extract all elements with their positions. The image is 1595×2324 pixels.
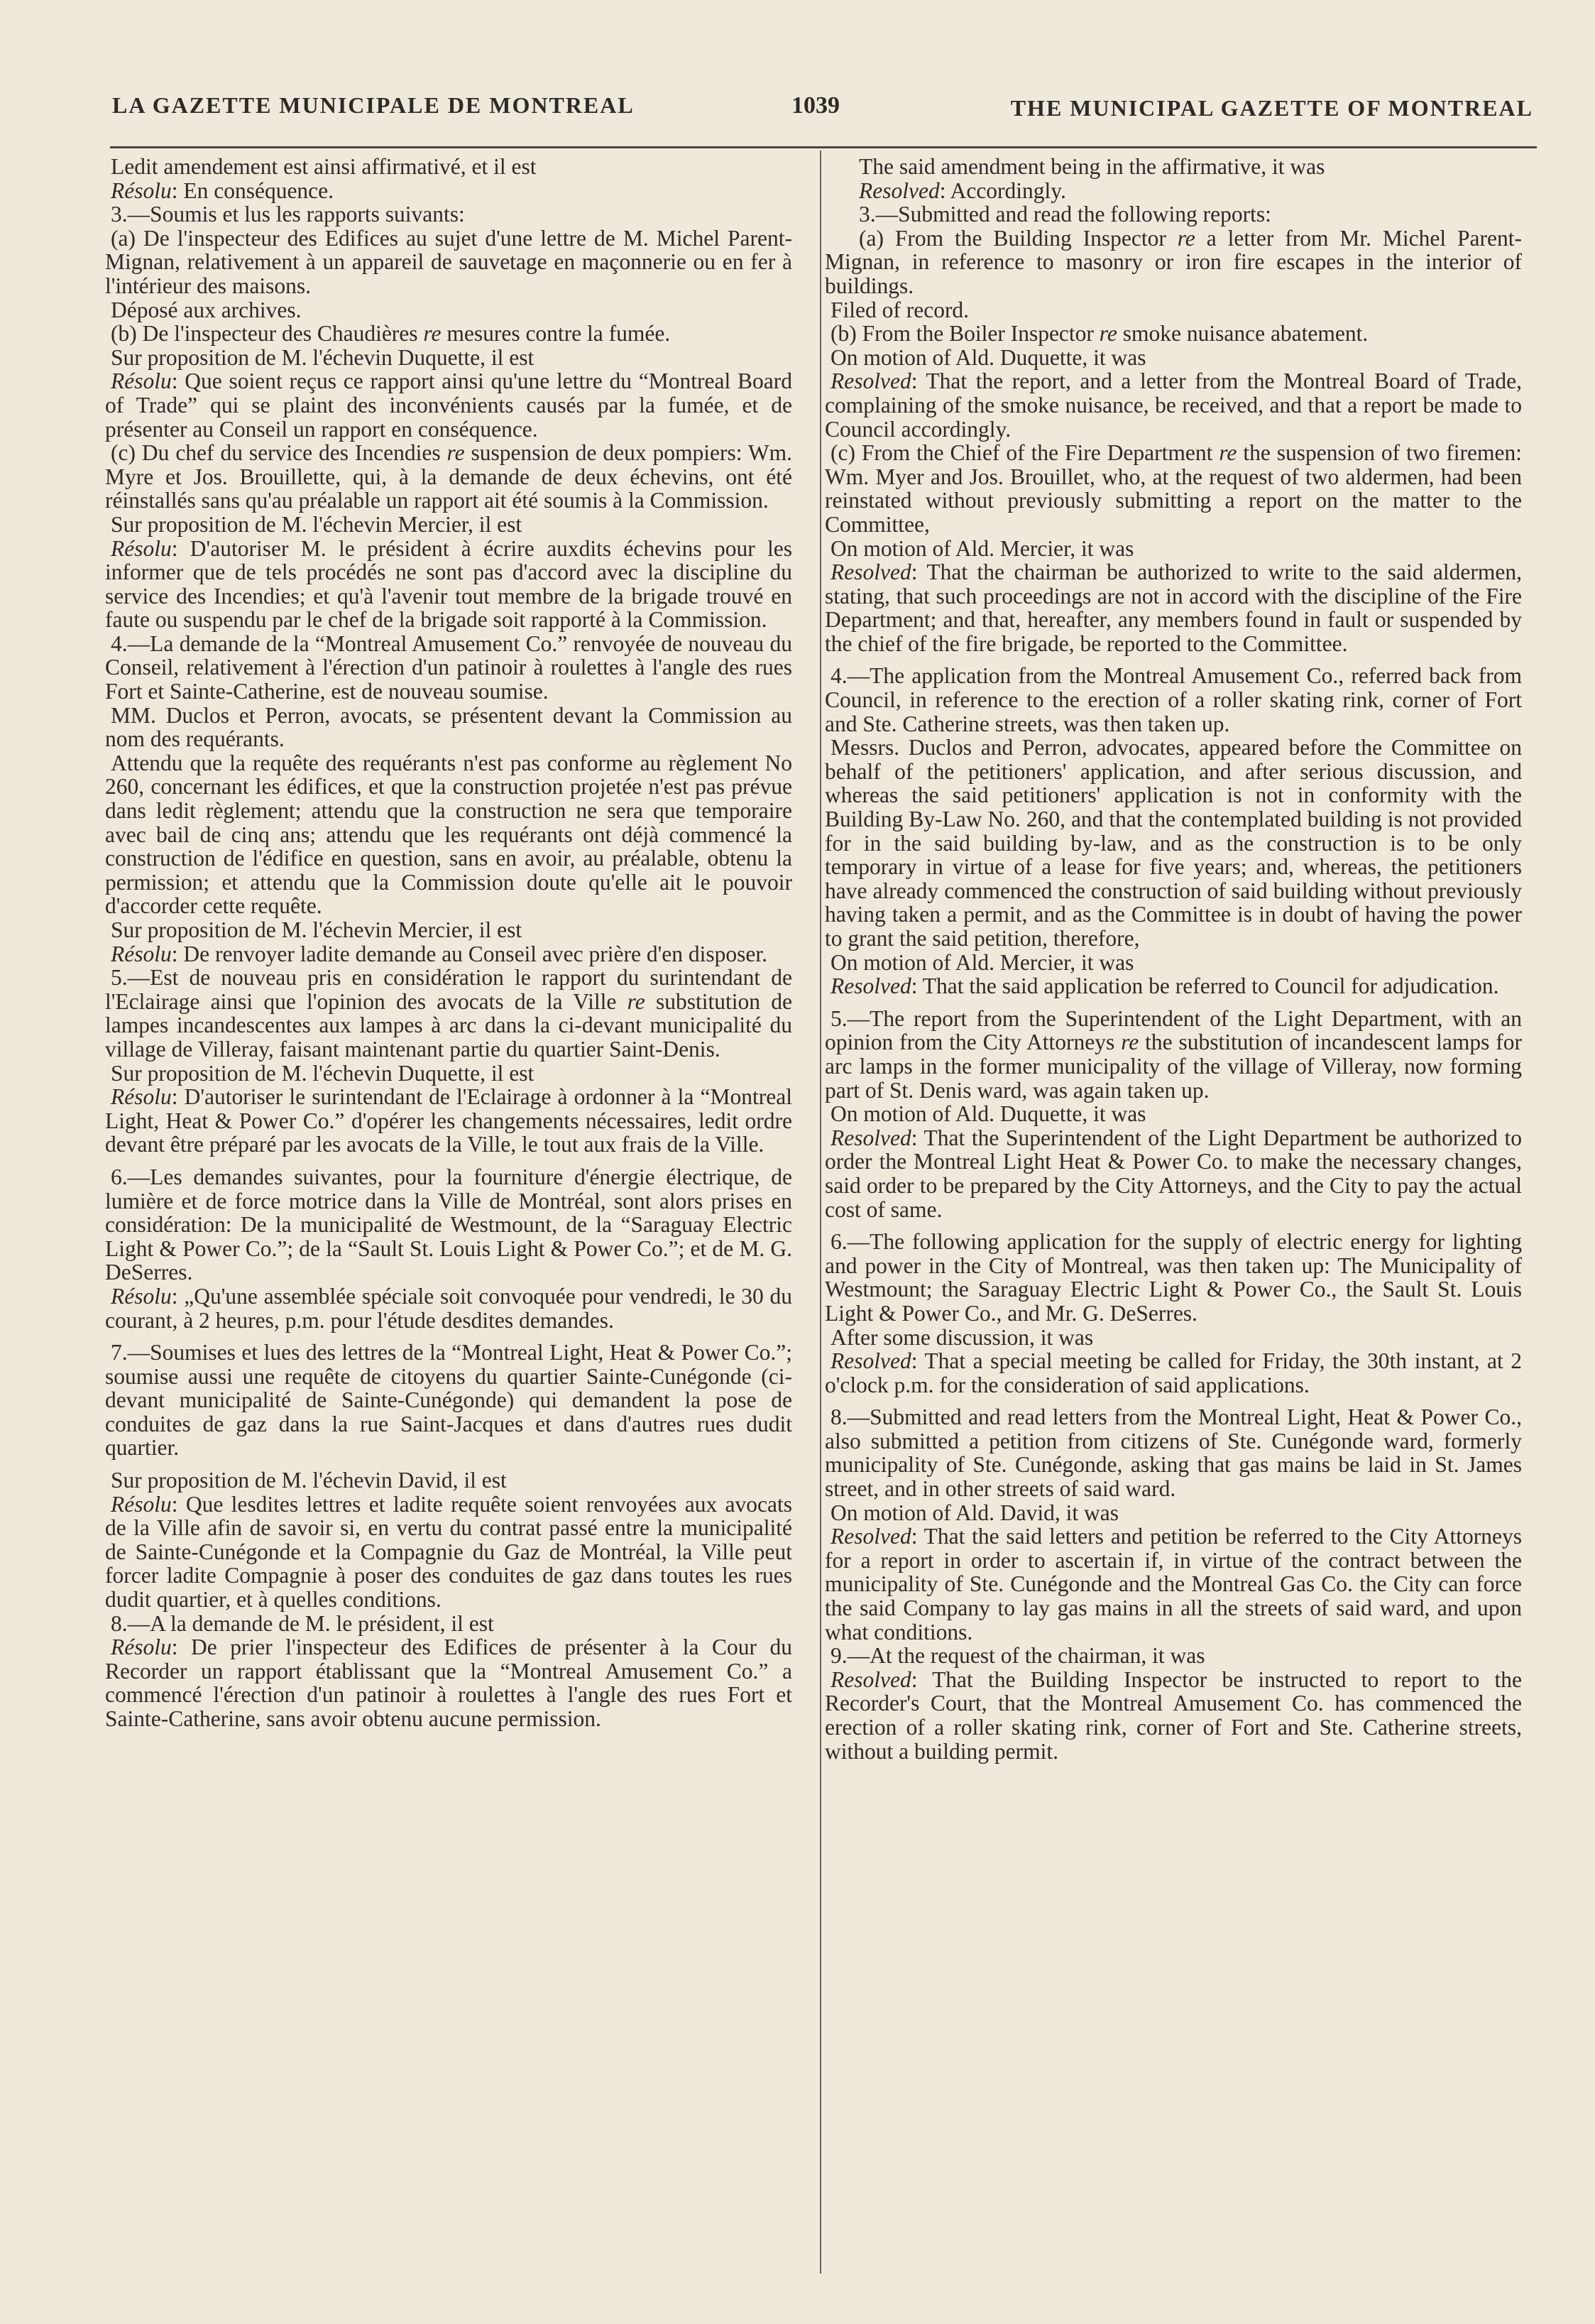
paragraph-text: Sur proposition de M. l'échevin Duquette, il est: [111, 344, 535, 370]
paragraph-text: Messrs. Duclos and Perron, advocates, appeared before the Committee on behalf of the petitioners' application, and after serious discussion, and whereas the said petitioners' application is not in conformity with the Building By-Law No. 260, and that the contemplated building is not provided for in the said building by-law, and as the construction is to be only temporary in virtue of a lease for five years; and, whereas, the petitioners have already commenced the construction of said building without previously having taken a permit, and as the Committee is in doubt of having the power to grant the said petition, therefore,: [825, 735, 1522, 951]
page-header: [106, 92, 1533, 135]
paragraph: [105, 942, 792, 966]
paragraph-text: (a) From the Building Inspector: [859, 225, 1178, 251]
paragraph-text: 8.—Submitted and read letters from the Montreal Light, Heat & Power Co., also submitted a petition from citizens of Ste. Cunégonde ward, formerly municipality of Ste. Cunégonde, asking that gas mains be laid in St. James street, and in other streets of said ward.: [825, 1404, 1522, 1502]
paragraph: [825, 736, 1522, 950]
paragraph-text: On motion of Ald. Mercier, it was: [831, 535, 1134, 561]
paragraph-text: 4.—The application from the Montreal Amusement Co., referred back from Council, in reference to the erection of a roller skating rink, corner of Fort and Ste. Catherine streets, was then taken up.: [825, 663, 1522, 736]
paragraph: [105, 513, 792, 537]
paragraph-text: On motion of Ald. Mercier, it was: [831, 949, 1134, 975]
paragraph-text: After some discussion, it was: [831, 1324, 1094, 1350]
italic-label: Resolved: [831, 1348, 911, 1374]
paragraph-text: : En conséquence.: [171, 178, 334, 203]
paragraph: [825, 202, 1522, 227]
paragraph: [825, 1102, 1522, 1126]
italic-label: re: [446, 440, 465, 466]
paragraph-text: : That the said application be referred to Council for adjudication.: [911, 973, 1499, 999]
paragraph: [825, 1126, 1522, 1221]
italic-label: re: [423, 321, 442, 347]
paragraph: [825, 369, 1522, 441]
paragraph: [825, 227, 1522, 298]
paragraph-text: (b) De l'inspecteur des Chaudières: [111, 321, 424, 347]
paragraph: [825, 155, 1522, 179]
paragraph-text: Sur proposition de M. l'échevin Mercier, il est: [111, 917, 522, 942]
paragraph-text: : That the said letters and petition be referred to the City Attorneys for a report in order to ascertain if, in virtue of the contract between the municipality of Ste. Cunégonde and the Montreal Gas Co. the City can force the said Company to lay gas mains in all the streets of said ward, and upon what conditions.: [825, 1524, 1522, 1644]
paragraph: [825, 1349, 1522, 1397]
paragraph: [825, 346, 1522, 370]
paragraph-text: : Que soient reçus ce rapport ainsi qu'une lettre du “Montreal Board of Trade” qui se plaint des inconvénients causés par la fumée, et de présenter au Conseil un rapport en conséquence.: [105, 369, 792, 442]
paragraph: [105, 346, 792, 370]
paragraph-text: 8.—A la demande de M. le président, il est: [111, 1610, 494, 1636]
paragraph: [825, 322, 1522, 346]
paragraph-text: Sur proposition de M. l'échevin Mercier, il est: [111, 511, 522, 537]
paragraph: [825, 1405, 1522, 1500]
paragraph-text: substitution de lampes incandescentes aux lampes à arc dans la ci-devant municipalité du village de Villeray, faisant maintenant partie du quartier Saint-Denis.: [105, 988, 792, 1062]
paragraph-text: : „Qu'une assemblée spéciale soit convoquée pour vendredi, le 30 du courant, à 2 heures, p.m. pour l'étude desdites demandes.: [105, 1283, 792, 1333]
paragraph-text: Filed of record.: [831, 297, 970, 322]
paragraph-text: : D'autoriser le surintendant de l'Eclairage à ordonner à la “Montreal Light, Heat & Power Co.” d'opérer les changements nécessaires, ledit ordre devant être préparé par les avocats de la Ville, le tout aux frais de la Ville.: [105, 1084, 792, 1157]
paragraph-text: On motion of Ald. David, it was: [831, 1500, 1119, 1525]
paragraph-text: the substitution of incandescent lamps for arc lamps in the former municipality of the village of Villeray, now forming part of St. Denis ward, was again taken up.: [825, 1030, 1522, 1103]
paragraph: [105, 1284, 792, 1332]
paragraph-text: Sur proposition de M. l'échevin David, il est: [111, 1468, 507, 1493]
paragraph: [825, 974, 1522, 998]
paragraph: [105, 1612, 792, 1636]
paragraph-text: : That the chairman be authorized to write to the said aldermen, stating, that such proceedings are not in accord with the discipline of the Fire Department; and that, hereafter, any members found in fault or suspended by the chief of the fire brigade, be reported to the Committee.: [825, 560, 1522, 656]
paragraph-text: 3.—Submitted and read the following reports:: [859, 202, 1271, 227]
italic-label: Résolu: [111, 178, 172, 203]
paragraph: [105, 1635, 792, 1730]
italic-label: Résolu: [111, 1084, 172, 1110]
paragraph: [825, 1524, 1522, 1644]
paragraph: [105, 369, 792, 441]
paragraph-text: 4.—La demande de la “Montreal Amusement Co.” renvoyée de nouveau du Conseil, relativement à l'érection d'un patinoir à roulettes à l'angle des rues Fort et Sainte-Catherine, est de nouveau soumise.: [105, 631, 792, 704]
paragraph-text: (c) From the Chief of the Fire Department: [831, 440, 1219, 466]
paragraph-text: : De prier l'inspecteur des Edifices de présenter à la Cour du Recorder un rapport établissant que la “Montreal Amusement Co.” a commencé l'érection d'un patinoir à roulettes à l'angle des rues Fort et Sainte-Catherine, sans avoir obtenu aucune permission.: [105, 1635, 792, 1731]
paragraph: [825, 441, 1522, 536]
paragraph: [105, 1165, 792, 1284]
paragraph-text: (b) From the Boiler Inspector: [831, 321, 1100, 347]
paragraph: [105, 155, 792, 179]
paragraph-text: 6.—Les demandes suivantes, pour la fourniture d'énergie électrique, de lumière et de force motrice dans la Ville de Montréal, sont alors prises en considération: De la municipalité de Westmount, de la “Saraguay Electric Light & Power Co.”; de la “Sault St. Louis Light & Power Co.”; et de M. G. DeSerres.: [105, 1164, 792, 1285]
italic-label: Resolved: [831, 560, 911, 585]
paragraph: [105, 298, 792, 322]
paragraph-text: Attendu que la requête des requérants n'est pas conforme au règlement No 260, concernant les édifices, et que la construction projetée n'est pas prévue dans ledit règlement; attendu que la construction ne sera que temporaire avec bail de cinq ans; attendu que les requérants ont déjà commencé la construction de l'édifice en question, sans en avoir, au préalable, obtenu la permission; et attendu que la Commission doute qu'elle ait le pouvoir d'accorder cette requête.: [105, 750, 792, 919]
italic-label: re: [1177, 225, 1195, 251]
paragraph-text: 3.—Soumis et lus les rapports suivants:: [111, 202, 465, 227]
italic-label: Resolved: [831, 369, 911, 394]
paragraph: [825, 1326, 1522, 1350]
italic-label: re: [1099, 321, 1117, 347]
paragraph-text: : That the report, and a letter from the Montreal Board of Trade, complaining of the smoke nuisance, be received, and that a report be made to Council accordingly.: [825, 369, 1522, 442]
paragraph: [105, 1085, 792, 1157]
paragraph-text: mesures contre la fumée.: [441, 321, 671, 347]
paragraph: [825, 1007, 1522, 1102]
italic-label: Résolu: [111, 369, 172, 394]
paragraph: [825, 1644, 1522, 1668]
paragraph: [105, 632, 792, 704]
paragraph-text: : D'autoriser M. le président à écrire auxdits échevins pour les informer que de tels procédés ne sont pas d'accord avec la discipline du service des Incendies; et qu'à l'avenir tout membre de la brigade trouvé en faute ou suspendu par le chef de la brigade soit rapporté à la Commission.: [105, 535, 792, 633]
paragraph: [105, 537, 792, 632]
paragraph-text: : That the Building Inspector be instructed to report to the Recorder's Court, that the Montreal Amusement Co. has commenced the erection of a roller skating rink, corner of Fort and Ste. Catherine streets, without a building permit.: [825, 1666, 1522, 1764]
paragraph: [105, 1468, 792, 1493]
paragraph-text: On motion of Ald. Duquette, it was: [831, 1101, 1146, 1127]
italic-label: Resolved: [831, 1125, 911, 1150]
italic-label: Résolu: [111, 535, 172, 561]
french-column: [105, 155, 792, 1731]
paragraph: [105, 322, 792, 346]
italic-label: Résolu: [111, 1283, 172, 1309]
paragraph-text: smoke nuisance abatement.: [1117, 321, 1369, 347]
italic-label: Resolved: [831, 973, 911, 999]
italic-label: re: [1219, 440, 1237, 466]
italic-label: Resolved: [831, 1666, 911, 1692]
paragraph: [825, 951, 1522, 975]
paragraph: [825, 560, 1522, 655]
paragraph-text: : That the Superintendent of the Light Department be authorized to order the Montreal Light Heat & Power Co. to make the necessary changes, said order to be prepared by the City Attorneys, and the City to pay the actual cost of same.: [825, 1125, 1522, 1222]
paragraph: [105, 918, 792, 942]
paragraph: [105, 179, 792, 203]
paragraph: [825, 1230, 1522, 1325]
paragraph-text: On motion of Ald. Duquette, it was: [831, 344, 1146, 370]
paragraph-text: the suspension of two firemen: Wm. Myer and Jos. Brouillet, who, at the request of two aldermen, had been reinstated without previously submitting a report on the matter to the Committee,: [825, 440, 1522, 537]
header-rule: [110, 146, 1537, 148]
paragraph: [105, 966, 792, 1061]
paragraph-text: Déposé aux archives.: [111, 297, 302, 322]
english-column: [825, 155, 1522, 1763]
paragraph: [105, 1493, 792, 1612]
paragraph-text: (c) Du chef du service des Incendies: [111, 440, 447, 466]
paragraph-text: Sur proposition de M. l'échevin Duquette, il est: [111, 1060, 535, 1086]
paragraph-text: 6.—The following application for the supply of electric energy for lighting and power in the City of Montreal, was then taken up: The Municipality of Westmount; the Saraguay Electric Light & Power Co., the Sault St. Louis Light & Power Co., and Mr. G. DeSerres.: [825, 1229, 1522, 1326]
paragraph: [825, 664, 1522, 736]
paragraph: [825, 1501, 1522, 1525]
paragraph: [105, 227, 792, 298]
italic-label: Résolu: [111, 1491, 172, 1517]
paragraph: [825, 1668, 1522, 1763]
paragraph: [105, 441, 792, 513]
paragraph-text: suspension de deux pompiers: Wm. Myre et Jos. Brouillette, qui, à la demande de deux échevins, ont été réinstallés sans qu'au préalable un rapport ait été soumis à la Commission.: [105, 440, 792, 513]
paragraph: [105, 1062, 792, 1086]
paragraph-text: 5.—Est de nouveau pris en considération le rapport du surintendant de l'Eclairage ainsi que l'opinion des avocats de la Ville: [105, 965, 792, 1014]
paragraph-text: 5.—The report from the Superintendent of the Light Department, with an opinion from the City Attorneys: [825, 1005, 1522, 1055]
paragraph: [825, 179, 1522, 203]
paragraph: [105, 704, 792, 751]
paragraph: [105, 751, 792, 918]
italic-label: re: [1121, 1030, 1139, 1055]
paragraph-text: Ledit amendement est ainsi affirmativé, et il est: [111, 154, 537, 179]
italic-label: re: [627, 988, 645, 1014]
italic-label: Résolu: [111, 1635, 172, 1660]
paragraph: [105, 202, 792, 227]
paragraph-text: : That a special meeting be called for Friday, the 30th instant, at 2 o'clock p.m. for the consideration of said applications.: [825, 1348, 1522, 1397]
paragraph-text: : De renvoyer ladite demande au Conseil avec prière d'en disposer.: [171, 941, 767, 966]
paragraph-text: : Que lesdites lettres et ladite requête soient renvoyées aux avocats de la Ville afin de savoir si, en vertu du contrat passé entre la municipalité de Sainte-Cunégonde et la Compagnie du Gaz de Montréal, la Ville peut forcer ladite Compagnie à poser des conduites de gaz dans toutes les rues dudit quartier, et à quelles conditions.: [105, 1491, 792, 1613]
paragraph-text: a letter from Mr. Michel Parent-Mignan, in reference to masonry or iron fire escapes in the interior of buildings.: [825, 225, 1522, 298]
page-number: 1039: [791, 92, 840, 119]
paragraph-text: (a) De l'inspecteur des Edifices au sujet d'une lettre de M. Michel Parent-Mignan, relativement à un appareil de sauvetage en maçonnerie ou en fer à l'intérieur des maisons.: [105, 225, 792, 298]
paragraph-text: 7.—Soumises et lues des lettres de la “Montreal Light, Heat & Power Co.”; soumise aussi une requête de citoyens du quartier Sainte-Cunégonde (ci-devant municipalité de Sainte-Cunégonde) qui demandent la pose de conduites de gaz dans la rue Saint-Jacques et dans d'autres rues dudit quartier.: [105, 1340, 792, 1461]
paragraph-text: The said amendment being in the affirmative, it was: [859, 154, 1325, 179]
italic-label: Resolved: [859, 178, 940, 203]
paragraph: [105, 1341, 792, 1460]
header-english-title: THE MUNICIPAL GAZETTE OF MONTREAL: [1010, 95, 1533, 121]
paragraph: [825, 298, 1522, 322]
column-divider: [820, 151, 821, 2274]
italic-label: Résolu: [111, 941, 172, 966]
paragraph: [825, 537, 1522, 561]
paragraph-text: : Accordingly.: [939, 178, 1066, 203]
paragraph-text: MM. Duclos et Perron, avocats, se présentent devant la Commission au nom des requérants.: [105, 702, 792, 752]
header-french-title: LA GAZETTE MUNICIPALE DE MONTREAL: [112, 92, 635, 118]
paragraph-text: 9.—At the request of the chairman, it was: [831, 1643, 1205, 1669]
italic-label: Resolved: [831, 1524, 911, 1549]
